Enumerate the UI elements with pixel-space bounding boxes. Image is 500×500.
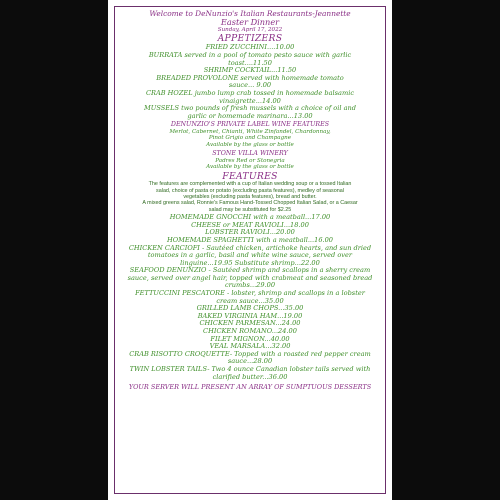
list-item: CHICKEN PARMESAN...24.00 [199, 319, 301, 328]
list-item: linguine...19.95 Substitute shrimp...22.00 [180, 258, 320, 267]
list-item: GRILLED LAMB CHOPS...35.00 [196, 304, 304, 313]
list-item: SHRIMP COCKTAIL...11.50 [203, 66, 297, 75]
list-item: CRAB HOZEL jumbo lump crab tossed in homemade balsamic [145, 88, 355, 97]
features-description [117, 182, 383, 213]
list-item: vinaigrette...14.00 [219, 96, 281, 105]
list-item: BURRATA served in a pool of tomato pesto sauce with garlic [148, 51, 352, 59]
description-line: vegetables (excluding pasta features), bread and butter. [183, 193, 317, 200]
list-item: sauce... 9.00 [228, 81, 272, 90]
list-item: crumbs...29.00 [224, 281, 276, 290]
list-item: Merlot, Cabernet, Chianti, White Zinfandel, Chardonnay, [169, 128, 331, 135]
list-item: HOMEMADE SPAGHETTI with a meatball...16.00 [166, 235, 334, 244]
list-item: sauce...28.00 [227, 357, 273, 366]
list-item: CRAB RISOTTO CROQUETTE- Topped with a roasted red pepper cream [129, 349, 371, 358]
header-event: Easter Dinner [220, 17, 280, 28]
desserts-footer: YOUR SERVER WILL PRESENT AN ARRAY OF SUMPTUOUS DESSERTS [128, 383, 372, 392]
features-heading: FEATURES [222, 170, 278, 182]
list-item: CHICKEN CARCIOFI - Sautéed chicken, artichoke hearts, and sun dried [128, 243, 372, 252]
list-item: CHEESE or MEAT RAVIOLI...18.00 [191, 220, 309, 229]
header-date: Sunday, April 17, 2022 [217, 26, 283, 33]
list-item: VEAL MARSALA...32.00 [209, 342, 291, 351]
list-item: Available by the glass or bottle [206, 141, 294, 148]
appetizers-list [117, 44, 383, 119]
list-item: FETTUCCINI PESCATORE - lobster, shrimp and scallops in a lobster [135, 289, 365, 298]
menu-page [108, 0, 392, 500]
list-item: Pinot Grigio and Champagne [208, 135, 292, 142]
list-item: CHICKEN ROMANO...24.00 [203, 327, 297, 336]
list-item: BAKED VIRGINIA HAM...19.00 [197, 311, 303, 320]
list-item: clarified butter...36.00 [212, 372, 288, 381]
list-item: TWIN LOBSTER TAILS- Two 4 ounce Canadian lobster tails served with [129, 365, 371, 374]
list-item: sauce, served over angel hair, topped with crabmeat and seasoned bread [127, 273, 373, 282]
list-item: FILET MIGNON...40.00 [210, 334, 290, 343]
stone-villa-heading: STONE VILLA WINERY [212, 150, 288, 158]
features-list [117, 214, 383, 380]
description-line: A mixed greens salad, Ronnie's Famous Hand-Tossed Chopped Italian Salad, or a Caesar [142, 200, 358, 207]
private-wine-heading: DENUNZIO'S PRIVATE LABEL WINE FEATURES [170, 121, 330, 129]
right-dark-margin [392, 0, 500, 500]
list-item: HOMEMADE GNOCCHI with a meatball...17.00 [169, 213, 331, 222]
list-item: Available by the glass or bottle [206, 164, 294, 171]
appetizers-heading: APPETIZERS [217, 33, 283, 45]
list-item: tomatoes in a garlic, basil and white wine sauce, served over [147, 251, 353, 260]
list-item: MUSSELS two pounds of fresh mussels with a choice of oil and [144, 104, 356, 113]
list-item: garlic or homemade marinara...13.00 [187, 111, 313, 120]
description-line: salad may be substituted for $2.25 [208, 206, 292, 213]
description-line: The features are complemented with a cup of Italian wedding soup or a tossed Italian [148, 181, 352, 188]
left-dark-margin [0, 0, 108, 500]
header-welcome: Welcome to DeNunzio's Italian Restaurants-Jeannette [149, 9, 351, 18]
list-item: LOBSTER RAVIOLI...20.00 [205, 228, 295, 237]
list-item: SEAFOOD DENUNZIO - Sautéed shrimp and scallops in a sherry cream [129, 266, 371, 275]
description-line: salad, choice of pasta or potato (excluding pasta features), medley of seasonal [156, 187, 344, 194]
list-item: FRIED ZUCCHINI....10.00 [205, 43, 295, 52]
list-item: toast....11.50 [228, 58, 272, 67]
list-item: Padres Red or Stonegria [215, 157, 285, 164]
menu-content [117, 9, 383, 391]
list-item: cream sauce...35.00 [216, 296, 284, 305]
list-item: BREADED PROVOLONE served with homemade tomato [156, 73, 344, 82]
